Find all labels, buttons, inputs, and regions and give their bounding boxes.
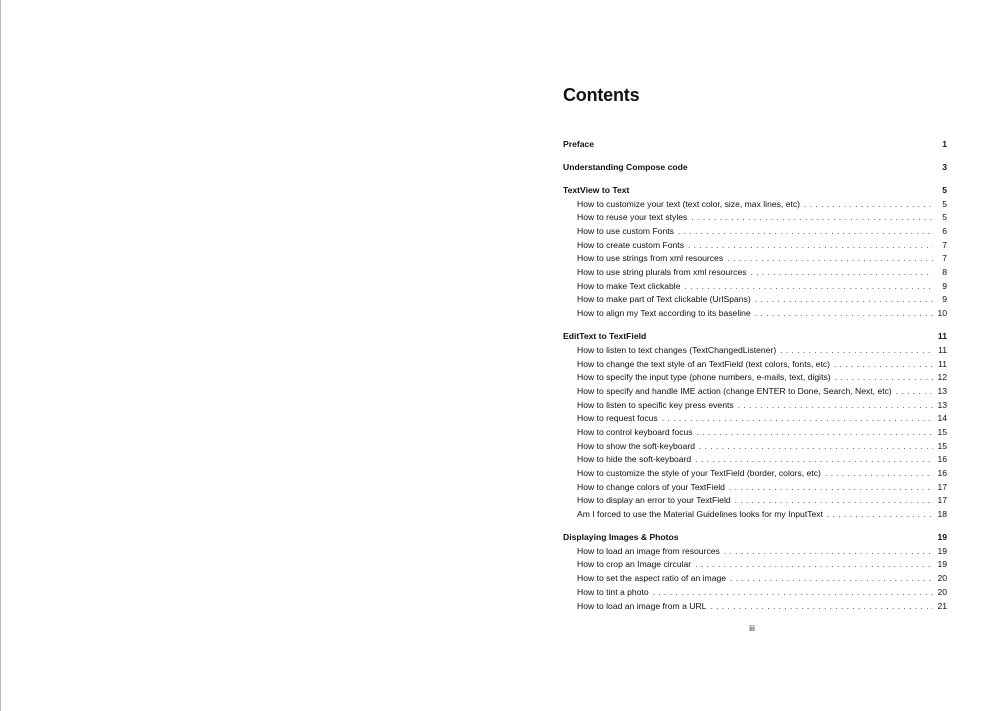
section-page-number: 17: [937, 495, 947, 506]
section-title: How to change the text style of an TextField (text colors, fonts, etc): [577, 358, 830, 369]
section-page-number: 10: [937, 308, 947, 319]
section-page-number: 14: [937, 413, 947, 424]
toc-section-entry[interactable]: [563, 358, 947, 372]
dot-leader: [727, 252, 933, 266]
section-title: How to use custom Fonts: [577, 226, 674, 237]
toc-section-entry[interactable]: [563, 252, 947, 266]
toc-section-entry[interactable]: [563, 481, 947, 495]
chapter-title: EditText to TextField: [563, 331, 647, 342]
section-title: How to request focus: [577, 413, 658, 424]
section-page-number: 13: [937, 399, 947, 410]
dot-leader: [827, 508, 933, 522]
section-page-number: 5: [942, 212, 947, 223]
section-page-number: 17: [937, 481, 947, 492]
chapter-page-number: 11: [937, 331, 947, 342]
toc-chapter-entry[interactable]: [563, 531, 947, 545]
dot-leader: [755, 307, 933, 321]
section-title: How to use string plurals from xml resources: [577, 267, 747, 278]
toc-section-entry[interactable]: [563, 239, 947, 253]
toc-section-entry[interactable]: [563, 412, 947, 426]
dot-leader: [697, 426, 933, 440]
section-page-number: 8: [942, 267, 947, 278]
section-page-number: 12: [937, 372, 947, 383]
dot-leader: [751, 266, 933, 280]
section-page-number: 13: [937, 385, 947, 396]
section-title: How to control keyboard focus: [577, 426, 693, 437]
section-page-number: 19: [937, 559, 947, 570]
dot-leader: [710, 600, 933, 614]
dot-leader: [699, 440, 933, 454]
section-title: How to load an image from resources: [577, 545, 720, 556]
chapter-page-number: 3: [942, 161, 947, 172]
toc-section-entry[interactable]: [563, 426, 947, 440]
toc-section-entry[interactable]: [563, 586, 947, 600]
section-title: How to specify and handle IME action (change ENTER to Done, Search, Next, etc): [577, 385, 892, 396]
toc-section-entry[interactable]: [563, 211, 947, 225]
dot-leader: [695, 453, 933, 467]
chapter-page-number: 19: [937, 532, 947, 543]
contents-page: [563, 0, 947, 711]
section-page-number: 9: [942, 294, 947, 305]
dot-leader: [896, 385, 933, 399]
section-title: How to load an image from a URL: [577, 600, 707, 611]
section-title: How to use strings from xml resources: [577, 253, 724, 264]
section-title: How to show the soft-keyboard: [577, 440, 695, 451]
page-number: iii: [749, 623, 755, 633]
section-page-number: 20: [937, 573, 947, 584]
toc-section-entry[interactable]: [563, 440, 947, 454]
section-page-number: 15: [937, 440, 947, 451]
section-page-number: 20: [937, 586, 947, 597]
toc-section-entry[interactable]: [563, 344, 947, 358]
section-page-number: 5: [942, 198, 947, 209]
chapter-gap: [563, 321, 947, 330]
dot-leader: [662, 412, 933, 426]
dot-leader: [780, 344, 933, 358]
chapter-title: TextView to Text: [563, 184, 630, 195]
section-title: How to set the aspect ratio of an image: [577, 573, 727, 584]
page-title: Contents: [563, 85, 640, 105]
toc-chapter-entry[interactable]: [563, 184, 947, 198]
toc-section-entry[interactable]: [563, 494, 947, 508]
toc-section-entry[interactable]: [563, 467, 947, 481]
section-title: How to customize the style of your TextField (border, colors, etc): [577, 468, 821, 479]
dot-leader: [695, 558, 933, 572]
section-title: How to specify the input type (phone numbers, e-mails, text, digits): [577, 372, 831, 383]
section-page-number: 18: [937, 509, 947, 520]
dot-leader: [729, 481, 933, 495]
section-title: How to make part of Text clickable (UrlSpans): [577, 294, 751, 305]
toc-section-entry[interactable]: [563, 572, 947, 586]
section-page-number: 7: [942, 239, 947, 250]
section-title: How to align my Text according to its baseline: [577, 308, 751, 319]
toc-section-entry[interactable]: [563, 198, 947, 212]
section-page-number: 11: [938, 344, 947, 355]
toc-section-entry[interactable]: [563, 385, 947, 399]
dot-leader: [755, 293, 933, 307]
section-page-number: 7: [942, 253, 947, 264]
chapter-page-number: 5: [942, 184, 947, 195]
left-page-edge: [0, 0, 1, 711]
dot-leader: [678, 225, 933, 239]
toc-section-entry[interactable]: [563, 225, 947, 239]
section-title: How to change colors of your TextField: [577, 481, 725, 492]
toc-chapter-entry[interactable]: [563, 330, 947, 344]
dot-leader: [825, 467, 933, 481]
toc-section-entry[interactable]: [563, 371, 947, 385]
section-title: How to display an error to your TextField: [577, 495, 731, 506]
dot-leader: [834, 358, 933, 372]
dot-leader: [730, 572, 933, 586]
table-of-contents: [563, 138, 947, 613]
dot-leader: [685, 280, 934, 294]
toc-section-entry[interactable]: [563, 600, 947, 614]
section-title: How to reuse your text styles: [577, 212, 688, 223]
toc-section-entry[interactable]: [563, 508, 947, 522]
dot-leader: [724, 545, 933, 559]
section-page-number: 15: [937, 426, 947, 437]
dot-leader: [835, 371, 933, 385]
chapter-title: Understanding Compose code: [563, 161, 688, 172]
section-page-number: 9: [942, 280, 947, 291]
section-page-number: 19: [937, 545, 947, 556]
section-page-number: 16: [937, 468, 947, 479]
section-page-number: 11: [938, 358, 947, 369]
chapter-gap: [563, 175, 947, 184]
chapter-title: Preface: [563, 139, 595, 149]
section-title: How to customize your text (text color, size, max lines, etc): [577, 198, 801, 209]
dot-leader: [691, 211, 933, 225]
chapter-title: Displaying Images & Photos: [563, 532, 679, 543]
section-page-number: 6: [942, 226, 947, 237]
section-title: How to crop an Image circular: [577, 559, 692, 570]
dot-leader: [735, 494, 933, 508]
section-title: How to listen to specific key press events: [577, 399, 734, 410]
chapter-page-number: 1: [942, 139, 947, 149]
toc-chapter-entry[interactable]: [563, 161, 947, 175]
section-title: How to create custom Fonts: [577, 239, 684, 250]
chapter-gap: [563, 152, 947, 161]
section-title: How to tint a photo: [577, 586, 649, 597]
toc-section-entry[interactable]: [563, 280, 947, 294]
toc-section-entry[interactable]: [563, 266, 947, 280]
toc-section-entry[interactable]: [563, 558, 947, 572]
chapter-gap: [563, 522, 947, 531]
section-title: Am I forced to use the Material Guidelines looks for my InputText: [577, 509, 823, 520]
section-title: How to listen to text changes (TextChangedListener): [577, 344, 777, 355]
dot-leader: [688, 239, 933, 253]
toc-chapter-entry[interactable]: [563, 138, 947, 152]
dot-leader: [653, 586, 933, 600]
section-page-number: 16: [937, 454, 947, 465]
dot-leader: [738, 399, 933, 413]
toc-section-entry[interactable]: [563, 545, 947, 559]
toc-section-entry[interactable]: [563, 399, 947, 413]
section-title: How to hide the soft-keyboard: [577, 454, 692, 465]
toc-section-entry[interactable]: [563, 307, 947, 321]
section-page-number: 21: [937, 600, 947, 611]
dot-leader: [804, 198, 933, 212]
toc-section-entry[interactable]: [563, 453, 947, 467]
toc-section-entry[interactable]: [563, 293, 947, 307]
section-title: How to make Text clickable: [577, 280, 681, 291]
